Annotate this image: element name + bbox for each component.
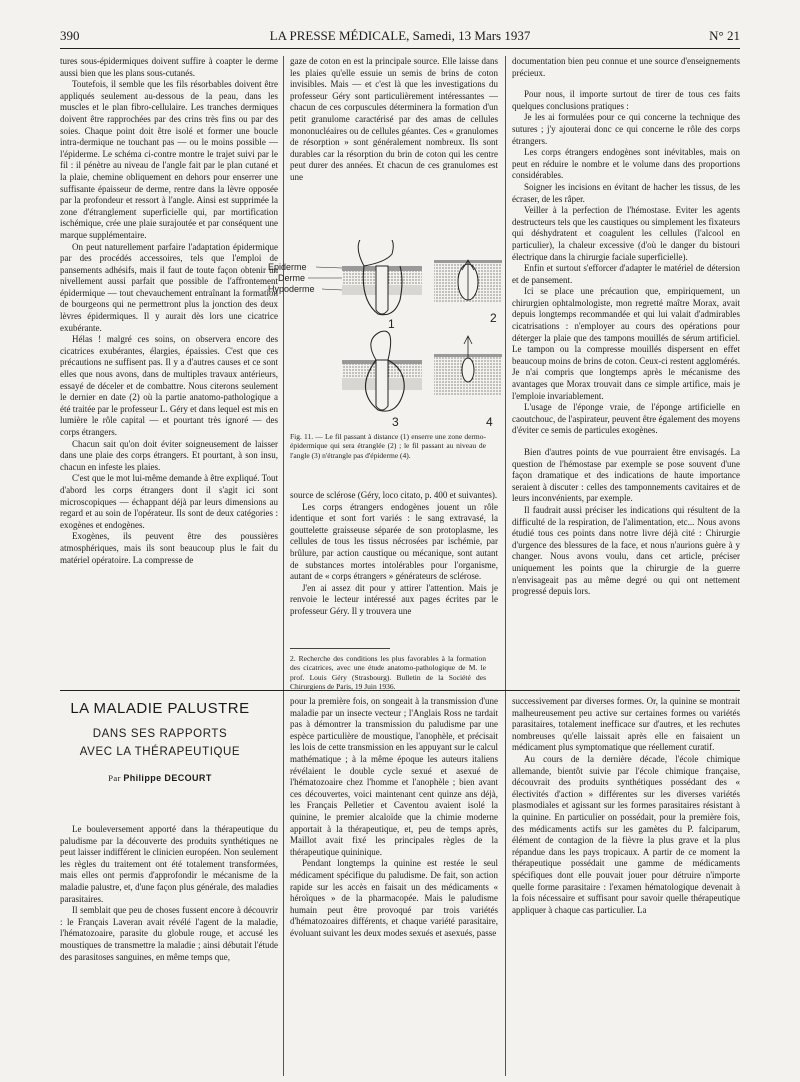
paragraph: Il faudrait aussi préciser les indications qui résultent de la difficulté de la respiration, de l'alimentation, etc... Nous avons étudié tous ces points dans notre livre déjà cité : Chirurgie d'urgence des blessures de la face, et nous n'aurions guère à y changer. Nous avons voulu, dans cet article, préciser uniquement les points que la chirurgie de la guerre n'envisageait pas au même degré ou qui ont nettement progressé depuis lors. [512,504,740,597]
paragraph: Le bouleversement apporté dans la thérapeutique du paludisme par la découverte des produits synthétiques ne peut laisser indifférent le clinicien européen. Non seulement les règles du traitement ont été totalement transformées, mais elles ont permis d'approfondir le mécanisme de la maladie palustre, et, d'une façon plus générale, des maladies parasitaires. [60,824,278,904]
paragraph: Exogènes, ils peuvent être des poussières atmosphériques, mais ils sont beaucoup plus le fait du matériel opératoire. La compresse de [60,531,278,565]
paragraph: Soigner les incisions en évitant de hacher les tissus, de les écraser, de les râper. [512,181,740,204]
paragraph: tures sous-épidermiques doivent suffire à coapter le derme aussi bien que les plans sous-cutanés. [60,56,278,78]
diagram-panel-4 [434,336,502,396]
paragraph: Hélas ! malgré ces soins, on observera encore des cicatrices exubérantes, élargies, épaissies. C'est que ces précautions ne suffisent pas. Il y a d'autres causes et ce sont elles que nous avons, dans de multiples travaux antérieurs, essayé de déceler et de combattre. Nous citerons seulement le dernier en date (2) où la partie anatomo-pathologique a été traitée par le professeur L. Géry et dans lequel est mis en lumière le rôle capital — et pourtant très ignoré — des corps étrangers. [60,334,278,437]
article-byline [60,773,260,783]
article-subtitle-2: AVEC LA THÉRAPEUTIQUE [79,746,241,758]
paragraph: documentation bien peu connue et une source d'enseignements précieux. [512,56,740,78]
paragraph: Pour nous, il importe surtout de tirer de tous ces faits quelques conclusions pratiques : [512,89,740,111]
diagram-panel-3 [342,331,422,411]
paragraph: Toutefois, il semble que les fils résorbables doivent être appliqués seulement au-dessous de la peau, dans les muscles et le plan fibro-cellulaire. Les tranches dermiques doivent être rapprochées par des crins très fins ou par des soies. Chaque point doit être isolé et former une boucle intra-dermique ne touchant pas — ou le moins possible — l'épiderme. Le schéma ci-contre montre le trajet suivi par le fil : il pénètre au niveau de l'angle fait par le plan cutané et la plaie, chemine obliquement en dehors pour enserrer une suffisante épaisseur de derme, rentre dans la lèvre opposée par la profondeur et ressort à l'angle. Ainsi est supprimée la zone d'étranglement superficielle qui, par mortification ischémique, crée une plaie surajoutée et par conséquent une marque supplémentaire. [60,79,278,240]
column-divider [283,696,284,1076]
paragraph: Bien d'autres points de vue pourraient être envisagés. La question de l'hémostase par exemple se pose souvent d'une façon dramatique et des indications de haute importance seraient à discuter : celles des tamponnements cavitaires et de leurs inconvénients, par exemple. [512,447,740,504]
bottom-column-3 [512,696,740,1076]
header-rule [60,48,740,49]
paragraph: Enfin et surtout s'efforcer d'adapter le matériel de détersion et de pansement. [512,263,740,285]
panel-number-4: 4 [486,415,493,429]
bottom-column-2 [290,696,498,1076]
article-title-block [60,700,260,783]
paragraph: J'en ai assez dit pour y attirer l'attention. Mais je renvoie le lecteur intéressé aux pages écrites par le professeur Géry. Il y trouvera une [290,582,498,616]
paragraph: Je les ai formulées pour ce qui concerne la technique des sutures ; j'y ajouterai donc ce qui concerne le rôle des corps étrangers. [512,112,740,146]
paragraph: C'est que le mot lui-même demande à être expliqué. Tout d'abord les corps étrangers dont il s'agit ici sont microscopiques — échappant déjà par leurs dimensions au regard et au soin de l'opérateur. Ils sont de deux catégories : exogènes et endogènes. [60,473,278,530]
paragraph: Veiller à la perfection de l'hémostase. Eviter les agents destructeurs tels que les caustiques ou simplement les fixateurs qui déshydratent et coagulent les cellules (l'alcool en particulier), la chaleur excessive (d'où le danger du bistouri électrique dans la chirurgie faciale superficielle). [512,205,740,262]
paragraph: Il semblait que peu de choses fussent encore à découvrir : le Français Laveran avait révélé l'agent de la maladie, l'hématozoaire, parasite du globule rouge, et accusé les moustiques de transmettre la maladie ; ainsi débutait l'étude des parasitoses sanguines, en même temps que, [60,905,278,962]
bottom-column-1 [60,824,278,1074]
column-divider [505,696,506,1076]
byline-prefix: Par [108,773,121,783]
epidermis-label: Epiderme [268,262,307,272]
journal-title: LA PRESSE MÉDICALE, Samedi, 13 Mars 1937 [269,28,531,43]
diagram-panel-1 [342,240,422,315]
panel-number-2: 2 [490,311,497,325]
paragraph: Chacun sait qu'on doit éviter soigneusement de laisser dans une plaie des corps étrangers. Et pourtant, à son insu, chacun en infeste les plaies. [60,438,278,472]
article-title: LA MALADIE PALUSTRE [70,700,250,717]
paragraph: source de sclérose (Géry, loco citato, p. 400 et suivantes). [290,490,498,500]
paragraph: Les corps étrangers endogènes sont inévitables, mais on peut en réduire le nombre et le volume dans des proportions considérables. [512,147,740,181]
footnote: 2. Recherche des conditions les plus favorables à la formation des cicatrices, avec une étude anatomo-pathologique de M. le prof. Louis Géry (Strasbourg). Bulletin de la Société des Chirurgiens de Paris, 19 Juin 1936. [290,654,486,692]
figure-caption: Fig. 11. — Le fil passant à distance (1) enserre une zone dermo-épidermique qui sera étranglée (2) ; le fil passant au niveau de l'angle (3) n'étrangle pas d'épiderme (4). [290,432,486,460]
panel-number-3: 3 [392,415,399,429]
top-column-2-upper [290,56,498,238]
diagram-panel-2 [434,260,502,302]
paragraph: L'usage de l'éponge vraie, de l'éponge artificielle en caoutchouc, de l'aspirateur, peuvent être également des moyens d'éviter ce semis de particules exogènes. [512,402,740,436]
paragraph: gaze de coton en est la principale source. Elle laisse dans les plaies qu'elle essuie un semis de brins de coton invisibles. Mais — et c'est là que les investigations du professeur Géry sont particulièrement intéressantes — chacun de ces corpuscules déterminera la formation d'un petit granulome caractérisé par des amas de cellules mononucléaires ou de cellules géantes. Ces « granulomes de résorption » sont généralement nombreux. Ils sont durables car la résorption du brin de coton qui les centre peut durer des années. Et chacun de ces granulomes est une [290,56,498,182]
article-subtitle-1: DANS SES RAPPORTS [92,728,228,740]
paragraph: successivement par diverses formes. Or, la quinine se montrait malheureusement peu active sur certaines formes ou variétés parasitaires, totalement inefficace sur d'autres, et les rechutes nombreuses qu'elle laissait après elle en faisaient un médicament plus symptomatique que réellement curatif. [512,696,740,753]
paragraph: On peut naturellement parfaire l'adaptation épidermique par des procédés accessoires, tels que l'emploi de pansements adhésifs, mais il faut de toute façon obtenir un nivellement aussi parfait que possible de l'affrontement épidermique — tout chevauchement entraînant la formation de bourgeons qui ne permettront plus la jonction des deux lèvres épidermiques. Il y aurait dès lors une cicatrice exubérante. [60,241,278,333]
footnote-rule [290,648,390,649]
page-header [60,28,740,44]
panel-number-1: 1 [388,317,395,331]
top-column-1 [60,56,278,696]
paragraph: Pendant longtemps la quinine est restée le seul médicament spécifique du paludisme. De fait, son action rapide sur les accès en faisait un des médicaments « héroïques » de la pharmacopée. Mais le paludisme humain peut être provoqué par trois variétés d'hématozoaires différents, et chaque variété parasitaire, évoluant suivant les deux modes sexués et asexués, passe [290,858,498,938]
top-column-2-lower [290,490,498,642]
top-column-3 [512,56,740,696]
suture-diagram-figure [268,240,508,430]
paragraph: pour la première fois, on songeait à la transmission d'une maladie par un insecte vecteur ; l'Anglais Ross ne tardait pas à démontrer la transmission du paludisme par une espèce particulière de moustique, l'anophèle, et précisait les lois de cette transmission en les appuyant sur le calcul mathématique ; à la même époque les auteurs italiens révélaient le double cycle sexué et asexué de l'hématozoaire chez l'homme et l'anophèle ; bien avant ces découvertes, voici maintenant cent quinze ans déjà, les Français Pelletier et Caventou avaient isolé la quinine, le premier alcaloïde que la chimie moderne apportait à la thérapeutique, et, peu de temps après, Maillot avait fixé les principales règles de la thérapeutique quininique. [290,696,498,857]
column-divider [505,56,506,696]
dermis-label: Derme [278,273,306,283]
paragraph: Les corps étrangers endogènes jouent un rôle identique et sont fort variés : le sang extravasé, la gouttelette graisseuse séparée de son protoplasme, les cellules de tous les tissus nécrosées par ischémie, par brûlure, par action caustique ou mécanique, sont autant de substances mortes intolérables pour l'organisme, autant de « corps étrangers » générateurs de sclérose. [290,501,498,582]
page-number: 390 [60,28,80,43]
issue-number: N° 21 [709,28,740,43]
hypodermis-label: Hypoderme [268,284,315,294]
section-rule [60,690,740,691]
author-name: Philippe DECOURT [123,773,212,783]
paragraph: Ici se place une précaution que, empiriquement, un chirurgien ophtalmologiste, mon regretté maître Morax, avait depuis longtemps recommandée et qui lui valait d'admirables cicatrisations : n'employer au cours des opérations pour déterger la plaie que des tampons mouillés de sérum artificiel. Le tampon ou la compresse mouillés dispersent en effet beaucoup moins de brins de coton. Ceux-ci restent agglomérés. Je n'ai compris que longtemps après le mécanisme des avantages que Morax trouvait dans ce simple artifice, mais je l'emploie invariablement. [512,286,740,401]
paragraph: Au cours de la dernière décade, l'école chimique allemande, bientôt suivie par l'école chimique française, découvrait des produits synthétiques possédant des « électivités d'action » différentes sur les diverses variétés plasmodiales et agissant sur les formes parasitaires résistant à la quinine. En particulier on possédait, pour la première fois, des médicaments actifs sur les gamètes du P. falciparum, élément de contagion de la fièvre la plus grave et la plus répandue dans les pays tropicaux. A partir de ce moment la thérapeutique possédait une gamme de médicaments spécifiques dont elle pouvait jouer pour détruire n'importe quelle forme parasitaire : l'examen hématologique devenait à la fois nécessaire et suffisant pour savoir quelle thérapeutique appliquer à chaque cas particulier. La [512,753,740,915]
